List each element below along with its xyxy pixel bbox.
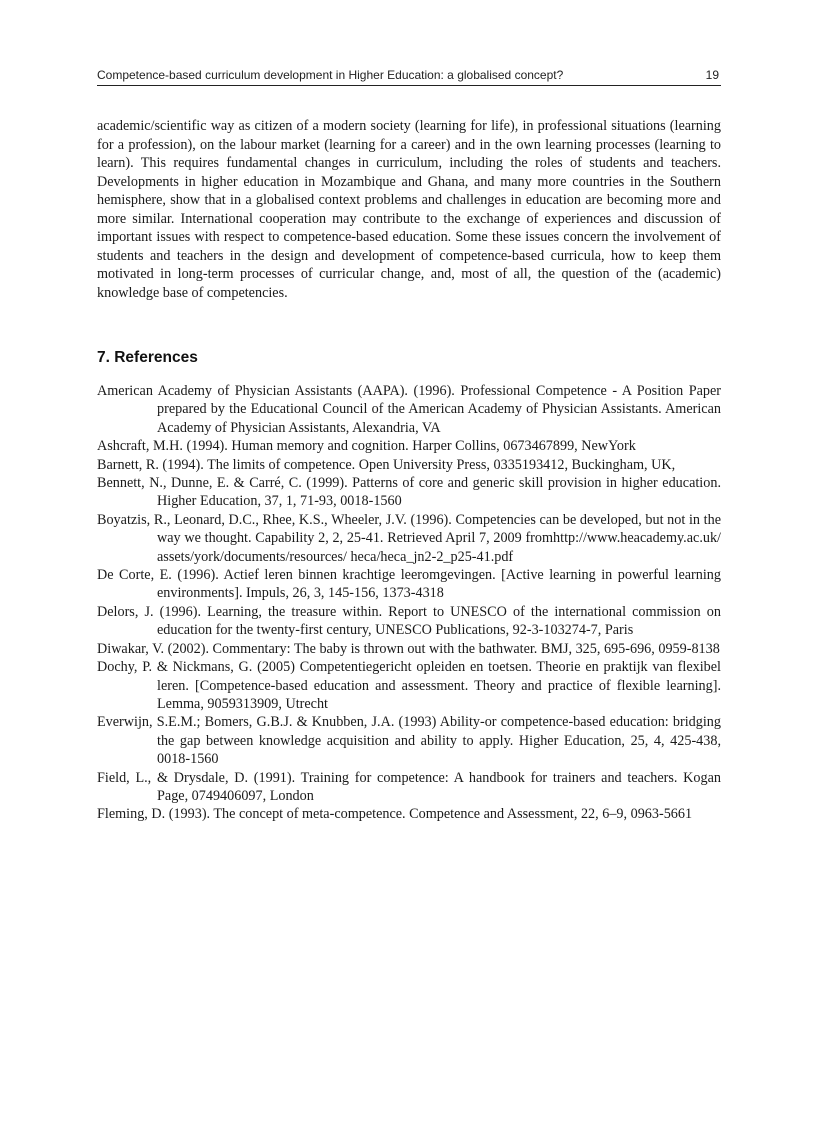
header-title: Competence-based curriculum development in Higher Education: a globalised concept? bbox=[97, 68, 564, 82]
reference-item: Bennett, N., Dunne, E. & Carré, C. (1999). Patterns of core and generic skill provision in higher education. Higher Education, 37, 1, 71-93, 0018-1560 bbox=[97, 475, 721, 510]
reference-item: Everwijn, S.E.M.; Bomers, G.B.J. & Knubben, J.A. (1993) Ability-or competence-based education: bridging the gap between knowledge acquisition and ability to apply. Higher Education, 25, 4, 425-438, 0018-1560 bbox=[97, 714, 721, 768]
reference-item: Barnett, R. (1994). The limits of competence. Open University Press, 0335193412, Buckingham, UK, bbox=[97, 456, 676, 473]
reference-item: Field, L., & Drysdale, D. (1991). Training for competence: A handbook for trainers and teachers. Kogan Page, 0749406097, London bbox=[97, 769, 721, 804]
reference-item: Diwakar, V. (2002). Commentary: The baby is thrown out with the bathwater. BMJ, 325, 695-696, 0959-8138 bbox=[97, 640, 720, 657]
reference-list bbox=[97, 382, 721, 824]
reference-item: American Academy of Physician Assistants (AAPA). (1996). Professional Competence - A Position Paper prepared by the Educational Council of the American Academy of Physician Assistants. American Academy of Physician Assistants, Alexandria, VA bbox=[97, 383, 721, 436]
body-paragraph: academic/scientific way as citizen of a modern society (learning for life), in professional situations (learning for a profession), on the labour market (learning for a career) and in the own learning processes (learning to learn). This requires fundamental changes in curriculum, including the roles of students and teachers. Developments in higher education in Mozambique and Ghana, and many more countries in the Southern hemisphere, show that in a globalised context problems and challenges in education are becoming more and more similar. International cooperation may contribute to the exchange of experiences and discussion of important issues with respect to competence-based education. Some these issues concern the involvement of students and teachers in the design and development of competence-based curricula, how to keep them motivated in long-term processes of curricular change, and, most of all, the question of the (academic) knowledge base of competencies. bbox=[97, 118, 721, 301]
reference-item: Dochy, P. & Nickmans, G. (2005) Competentiegericht opleiden en toetsen. Theorie en praktijk van flexibel leren. [Competence-based education and assessment. Theory and practice of flexible learning]. Lemma, 9059313909, Utrecht bbox=[97, 659, 721, 712]
reference-item: De Corte, E. (1996). Actief leren binnen krachtige leeromgevingen. [Active learning in powerful learning environments]. Impuls, 26, 3, 145-156, 1373-4318 bbox=[97, 567, 721, 602]
reference-item: Fleming, D. (1993). The concept of meta-competence. Competence and Assessment, 22, 6–9, 0963-5661 bbox=[97, 806, 693, 823]
running-header bbox=[97, 68, 721, 86]
reference-item: Delors, J. (1996). Learning, the treasure within. Report to UNESCO of the international commission on education for the twenty-first century, UNESCO Publications, 92-3-103274-7, Paris bbox=[97, 603, 721, 639]
reference-item: Boyatzis, R., Leonard, D.C., Rhee, K.S., Wheeler, J.V. (1996). Competencies can be developed, but not in the way we thought. Capability 2, 2, 25-41. Retrieved April 7, 2009 fromhttp://www.heacademy.ac.uk/ assets/york/documents/resources/ heca/heca_jn2-2_p25-41.pdf bbox=[97, 511, 721, 565]
reference-item: Ashcraft, M.H. (1994). Human memory and cognition. Harper Collins, 0673467899, NewYork bbox=[97, 438, 636, 455]
page-number: 19 bbox=[705, 68, 719, 82]
references-heading: 7. References bbox=[97, 349, 198, 366]
